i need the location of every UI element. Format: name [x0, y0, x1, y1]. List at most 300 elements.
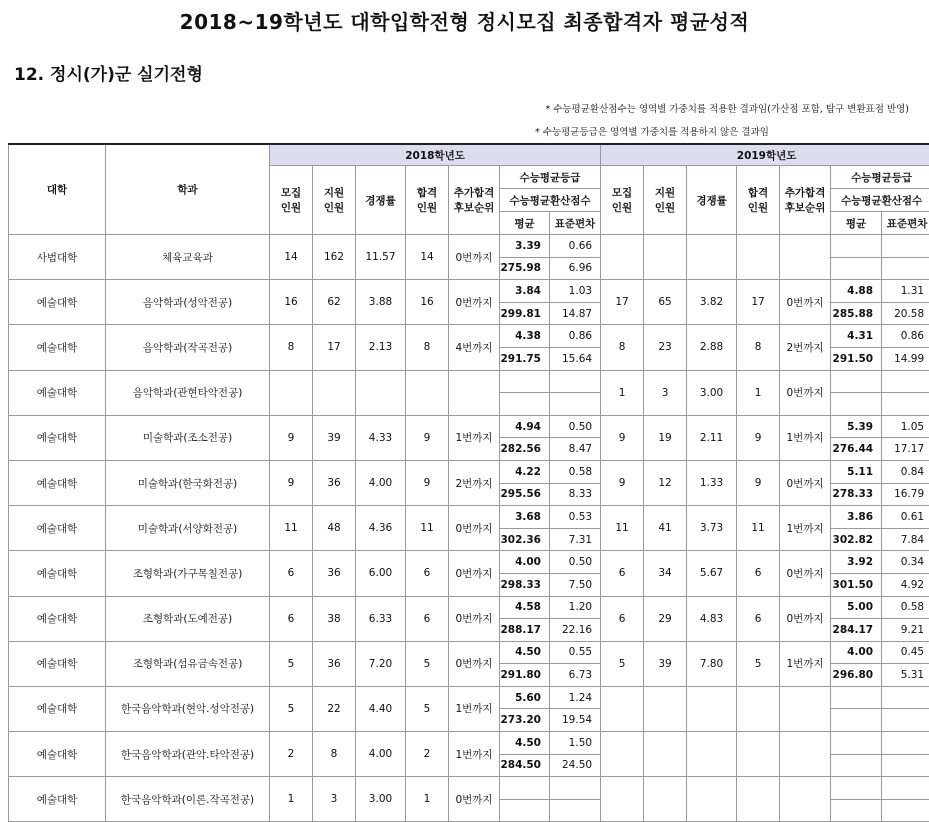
waitlist-cell [780, 777, 831, 822]
grade-mean-cell [831, 235, 882, 258]
university-cell: 예술대학 [9, 460, 106, 505]
department-cell: 한국음악학과(관악.타악전공) [106, 732, 270, 777]
quota-cell: 1 [270, 777, 313, 822]
quota-cell [601, 235, 644, 280]
applicants-cell: 65 [644, 280, 687, 325]
applicants-cell: 62 [313, 280, 356, 325]
quota-cell [270, 370, 313, 415]
score-std-cell: 16.79 [882, 483, 929, 506]
grade-std-cell: 0.84 [882, 460, 929, 483]
grade-std-cell: 0.50 [550, 551, 601, 574]
competition-cell: 4.83 [687, 596, 737, 641]
applicants-cell: 22 [313, 686, 356, 731]
department-cell: 미술학과(조소전공) [106, 415, 270, 460]
waitlist-cell: 2번까지 [780, 325, 831, 370]
grade-mean-cell: 3.92 [831, 551, 882, 574]
score-std-cell [882, 257, 929, 280]
score-mean-cell: 276.44 [831, 438, 882, 461]
grade-mean-cell [500, 370, 550, 393]
grade-mean-cell [831, 370, 882, 393]
col-applicants-2019: 지원 인원 [644, 166, 687, 235]
col-std-2018: 표준편차 [550, 212, 601, 235]
university-cell: 예술대학 [9, 506, 106, 551]
competition-cell [356, 370, 406, 415]
admitted-cell: 5 [406, 641, 449, 686]
quota-cell: 17 [601, 280, 644, 325]
applicants-cell: 3 [313, 777, 356, 822]
score-std-cell: 9.21 [882, 619, 929, 642]
year-2018-header: 2018학년도 [270, 144, 601, 166]
waitlist-cell: 0번까지 [780, 370, 831, 415]
waitlist-cell: 1번까지 [780, 415, 831, 460]
admitted-cell: 16 [406, 280, 449, 325]
col-mean-2018: 평균 [500, 212, 550, 235]
grade-mean-cell: 4.58 [500, 596, 550, 619]
waitlist-cell: 0번까지 [449, 280, 500, 325]
competition-cell [687, 686, 737, 731]
university-cell: 예술대학 [9, 415, 106, 460]
waitlist-cell: 1번까지 [449, 415, 500, 460]
applicants-cell: 36 [313, 551, 356, 596]
grade-mean-cell [831, 732, 882, 755]
col-score-2019: 수능평균환산점수 [831, 189, 929, 212]
applicants-cell: 162 [313, 235, 356, 280]
col-applicants-2018: 지원 인원 [313, 166, 356, 235]
grade-mean-cell: 4.94 [500, 415, 550, 438]
score-mean-cell: 298.33 [500, 573, 550, 596]
grade-std-cell: 0.45 [882, 641, 929, 664]
quota-cell: 5 [601, 641, 644, 686]
department-cell: 체육교육과 [106, 235, 270, 280]
grade-mean-cell: 3.84 [500, 280, 550, 303]
score-std-cell: 17.17 [882, 438, 929, 461]
score-mean-cell: 275.98 [500, 257, 550, 280]
col-competition-2018: 경쟁률 [356, 166, 406, 235]
col-quota-2019: 모집 인원 [601, 166, 644, 235]
department-cell: 한국음악학과(현악.성악전공) [106, 686, 270, 731]
admitted-cell [737, 235, 780, 280]
score-mean-cell: 278.33 [831, 483, 882, 506]
waitlist-cell: 1번까지 [449, 732, 500, 777]
footnote-score: * 수능평균환산점수는 영역별 가중치를 적용한 결과임(가산점 포함, 탐구 변환표점 반영) [545, 104, 909, 115]
competition-cell: 5.67 [687, 551, 737, 596]
department-cell: 음악학과(관현타악전공) [106, 370, 270, 415]
grade-std-cell: 1.20 [550, 596, 601, 619]
competition-cell: 2.13 [356, 325, 406, 370]
section-heading: 12. 정시(가)군 실기전형 [14, 65, 203, 85]
admitted-cell: 9 [406, 415, 449, 460]
quota-cell: 8 [270, 325, 313, 370]
department-cell: 미술학과(서양화전공) [106, 506, 270, 551]
department-cell: 음악학과(작곡전공) [106, 325, 270, 370]
score-mean-cell: 282.56 [500, 438, 550, 461]
applicants-cell [644, 777, 687, 822]
col-grade-2019: 수능평균등급 [831, 166, 929, 189]
grade-std-cell: 0.61 [882, 506, 929, 529]
waitlist-cell: 0번까지 [780, 551, 831, 596]
grade-mean-cell: 5.00 [831, 596, 882, 619]
admitted-cell: 5 [737, 641, 780, 686]
grade-mean-cell: 5.39 [831, 415, 882, 438]
score-mean-cell: 284.17 [831, 619, 882, 642]
score-std-cell: 14.87 [550, 302, 601, 325]
score-std-cell: 24.50 [550, 754, 601, 777]
quota-cell: 6 [601, 551, 644, 596]
score-std-cell: 19.54 [550, 709, 601, 732]
waitlist-cell: 1번까지 [780, 506, 831, 551]
quota-cell: 6 [270, 596, 313, 641]
grade-mean-cell: 4.50 [500, 641, 550, 664]
grade-std-cell: 1.24 [550, 686, 601, 709]
admitted-cell: 8 [406, 325, 449, 370]
admissions-table [8, 143, 929, 822]
grade-std-cell: 0.50 [550, 415, 601, 438]
table-row [9, 777, 929, 800]
university-cell: 예술대학 [9, 686, 106, 731]
university-cell: 예술대학 [9, 370, 106, 415]
score-std-cell [882, 754, 929, 777]
table-row [9, 641, 929, 664]
grade-mean-cell: 4.88 [831, 280, 882, 303]
grade-std-cell [550, 777, 601, 800]
department-cell: 한국음악학과(이론.작곡전공) [106, 777, 270, 822]
score-std-cell: 7.50 [550, 573, 601, 596]
admitted-cell: 6 [737, 596, 780, 641]
applicants-cell [644, 235, 687, 280]
competition-cell: 3.00 [356, 777, 406, 822]
score-mean-cell: 291.80 [500, 664, 550, 687]
competition-cell [687, 235, 737, 280]
applicants-cell: 3 [644, 370, 687, 415]
col-waitlist-2019: 추가합격 후보순위 [780, 166, 831, 235]
grade-mean-cell: 3.68 [500, 506, 550, 529]
competition-cell: 6.33 [356, 596, 406, 641]
grade-std-cell: 0.86 [550, 325, 601, 348]
col-admitted-2018: 합격 인원 [406, 166, 449, 235]
admitted-cell: 6 [406, 596, 449, 641]
grade-mean-cell: 4.00 [831, 641, 882, 664]
waitlist-cell: 0번까지 [449, 235, 500, 280]
score-mean-cell [831, 754, 882, 777]
applicants-cell: 39 [644, 641, 687, 686]
grade-std-cell [882, 370, 929, 393]
col-grade-2018: 수능평균등급 [500, 166, 601, 189]
quota-cell: 2 [270, 732, 313, 777]
waitlist-cell [780, 732, 831, 777]
grade-std-cell: 1.03 [550, 280, 601, 303]
admitted-cell: 11 [737, 506, 780, 551]
applicants-cell: 36 [313, 460, 356, 505]
score-mean-cell: 291.75 [500, 347, 550, 370]
col-competition-2019: 경쟁률 [687, 166, 737, 235]
table-row [9, 370, 929, 393]
admitted-cell: 14 [406, 235, 449, 280]
applicants-cell [644, 686, 687, 731]
applicants-cell: 8 [313, 732, 356, 777]
grade-std-cell: 0.53 [550, 506, 601, 529]
score-mean-cell [500, 393, 550, 416]
table-row [9, 280, 929, 303]
competition-cell: 2.88 [687, 325, 737, 370]
university-cell: 예술대학 [9, 596, 106, 641]
col-admitted-2019: 합격 인원 [737, 166, 780, 235]
grade-std-cell [882, 686, 929, 709]
competition-cell: 11.57 [356, 235, 406, 280]
grade-std-cell: 0.58 [550, 460, 601, 483]
grade-mean-cell: 4.38 [500, 325, 550, 348]
quota-cell [601, 686, 644, 731]
admitted-cell: 5 [406, 686, 449, 731]
score-std-cell: 22.16 [550, 619, 601, 642]
score-std-cell: 7.84 [882, 528, 929, 551]
score-mean-cell: 301.50 [831, 573, 882, 596]
admitted-cell: 9 [406, 460, 449, 505]
admitted-cell: 6 [406, 551, 449, 596]
score-mean-cell [831, 257, 882, 280]
applicants-cell: 29 [644, 596, 687, 641]
table-body [9, 235, 929, 822]
col-mean-2019: 평균 [831, 212, 882, 235]
score-mean-cell [831, 393, 882, 416]
waitlist-cell: 2번까지 [449, 460, 500, 505]
admitted-cell: 1 [406, 777, 449, 822]
score-mean-cell: 291.50 [831, 347, 882, 370]
admitted-cell: 1 [737, 370, 780, 415]
university-cell: 예술대학 [9, 732, 106, 777]
col-std-2019: 표준편차 [882, 212, 929, 235]
waitlist-cell: 0번까지 [780, 280, 831, 325]
score-std-cell: 5.31 [882, 664, 929, 687]
grade-std-cell: 0.66 [550, 235, 601, 258]
competition-cell: 3.73 [687, 506, 737, 551]
grade-std-cell: 1.31 [882, 280, 929, 303]
department-cell: 음악학과(성악전공) [106, 280, 270, 325]
table-row [9, 415, 929, 438]
score-std-cell [882, 393, 929, 416]
quota-cell [601, 777, 644, 822]
quota-cell: 16 [270, 280, 313, 325]
quota-cell: 9 [601, 415, 644, 460]
waitlist-cell: 0번까지 [449, 551, 500, 596]
quota-cell: 5 [270, 641, 313, 686]
score-std-cell [882, 709, 929, 732]
score-mean-cell: 296.80 [831, 664, 882, 687]
waitlist-cell: 4번까지 [449, 325, 500, 370]
quota-cell: 11 [270, 506, 313, 551]
col-university: 대학 [9, 144, 106, 235]
grade-std-cell: 0.86 [882, 325, 929, 348]
applicants-cell: 41 [644, 506, 687, 551]
competition-cell: 3.82 [687, 280, 737, 325]
score-mean-cell: 273.20 [500, 709, 550, 732]
table-row [9, 506, 929, 529]
table-row [9, 460, 929, 483]
quota-cell: 6 [601, 596, 644, 641]
competition-cell: 2.11 [687, 415, 737, 460]
score-std-cell [882, 799, 929, 822]
competition-cell: 4.36 [356, 506, 406, 551]
col-quota-2018: 모집 인원 [270, 166, 313, 235]
admitted-cell: 8 [737, 325, 780, 370]
grade-mean-cell: 3.86 [831, 506, 882, 529]
university-cell: 사범대학 [9, 235, 106, 280]
grade-std-cell: 1.50 [550, 732, 601, 755]
applicants-cell: 39 [313, 415, 356, 460]
waitlist-cell: 0번까지 [449, 777, 500, 822]
table-row [9, 235, 929, 258]
score-std-cell [550, 799, 601, 822]
grade-std-cell [882, 235, 929, 258]
waitlist-cell [780, 686, 831, 731]
competition-cell: 1.33 [687, 460, 737, 505]
grade-mean-cell: 5.11 [831, 460, 882, 483]
applicants-cell [313, 370, 356, 415]
admitted-cell [737, 732, 780, 777]
waitlist-cell: 0번까지 [449, 596, 500, 641]
grade-std-cell: 0.55 [550, 641, 601, 664]
table-row [9, 732, 929, 755]
competition-cell: 7.80 [687, 641, 737, 686]
score-mean-cell: 288.17 [500, 619, 550, 642]
quota-cell: 1 [601, 370, 644, 415]
score-std-cell [550, 393, 601, 416]
waitlist-cell: 0번까지 [780, 596, 831, 641]
admitted-cell [737, 686, 780, 731]
admitted-cell: 9 [737, 460, 780, 505]
competition-cell [687, 777, 737, 822]
waitlist-cell [780, 235, 831, 280]
university-cell: 예술대학 [9, 777, 106, 822]
table-row [9, 596, 929, 619]
grade-std-cell [882, 777, 929, 800]
grade-std-cell [882, 732, 929, 755]
waitlist-cell [449, 370, 500, 415]
university-cell: 예술대학 [9, 325, 106, 370]
footnote-grade: * 수능평균등급은 영역별 가중치를 적용하지 않은 결과임 [535, 127, 769, 138]
quota-cell: 11 [601, 506, 644, 551]
waitlist-cell: 0번까지 [449, 641, 500, 686]
competition-cell: 4.33 [356, 415, 406, 460]
year-2019-header: 2019학년도 [601, 144, 929, 166]
admitted-cell: 2 [406, 732, 449, 777]
score-mean-cell: 302.36 [500, 528, 550, 551]
quota-cell: 9 [601, 460, 644, 505]
admitted-cell [406, 370, 449, 415]
applicants-cell: 12 [644, 460, 687, 505]
grade-std-cell: 0.58 [882, 596, 929, 619]
score-std-cell: 6.73 [550, 664, 601, 687]
admitted-cell: 11 [406, 506, 449, 551]
applicants-cell: 38 [313, 596, 356, 641]
grade-mean-cell: 4.50 [500, 732, 550, 755]
competition-cell [687, 732, 737, 777]
competition-cell: 4.40 [356, 686, 406, 731]
score-mean-cell: 302.82 [831, 528, 882, 551]
table-row [9, 551, 929, 574]
grade-std-cell [550, 370, 601, 393]
score-mean-cell: 285.88 [831, 302, 882, 325]
col-waitlist-2018: 추가합격 후보순위 [449, 166, 500, 235]
applicants-cell: 23 [644, 325, 687, 370]
grade-mean-cell [500, 777, 550, 800]
grade-mean-cell: 3.39 [500, 235, 550, 258]
university-cell: 예술대학 [9, 551, 106, 596]
applicants-cell [644, 732, 687, 777]
competition-cell: 3.88 [356, 280, 406, 325]
admitted-cell [737, 777, 780, 822]
score-mean-cell [500, 799, 550, 822]
department-cell: 미술학과(한국화전공) [106, 460, 270, 505]
grade-std-cell: 0.34 [882, 551, 929, 574]
score-std-cell: 15.64 [550, 347, 601, 370]
score-mean-cell: 284.50 [500, 754, 550, 777]
col-score-2018: 수능평균환산점수 [500, 189, 601, 212]
score-std-cell: 7.31 [550, 528, 601, 551]
waitlist-cell: 0번까지 [780, 460, 831, 505]
admitted-cell: 6 [737, 551, 780, 596]
competition-cell: 4.00 [356, 732, 406, 777]
department-cell: 조형학과(도예전공) [106, 596, 270, 641]
waitlist-cell: 0번까지 [449, 506, 500, 551]
grade-mean-cell: 4.00 [500, 551, 550, 574]
score-std-cell: 20.58 [882, 302, 929, 325]
quota-cell: 6 [270, 551, 313, 596]
grade-mean-cell [831, 777, 882, 800]
waitlist-cell: 1번까지 [780, 641, 831, 686]
page-title: 2018~19학년도 대학입학전형 정시모집 최종합격자 평균성적 [179, 10, 750, 34]
quota-cell: 5 [270, 686, 313, 731]
grade-mean-cell: 4.31 [831, 325, 882, 348]
competition-cell: 6.00 [356, 551, 406, 596]
score-mean-cell: 299.81 [500, 302, 550, 325]
score-std-cell: 8.47 [550, 438, 601, 461]
applicants-cell: 17 [313, 325, 356, 370]
grade-mean-cell [831, 686, 882, 709]
grade-mean-cell: 4.22 [500, 460, 550, 483]
grade-std-cell: 1.05 [882, 415, 929, 438]
quota-cell: 9 [270, 460, 313, 505]
applicants-cell: 34 [644, 551, 687, 596]
admitted-cell: 17 [737, 280, 780, 325]
score-std-cell: 14.99 [882, 347, 929, 370]
quota-cell: 8 [601, 325, 644, 370]
applicants-cell: 36 [313, 641, 356, 686]
university-cell: 예술대학 [9, 280, 106, 325]
table-row [9, 325, 929, 348]
score-mean-cell [831, 799, 882, 822]
score-std-cell: 6.96 [550, 257, 601, 280]
grade-mean-cell: 5.60 [500, 686, 550, 709]
university-cell: 예술대학 [9, 641, 106, 686]
score-std-cell: 4.92 [882, 573, 929, 596]
admitted-cell: 9 [737, 415, 780, 460]
department-cell: 조형학과(가구목칠전공) [106, 551, 270, 596]
quota-cell: 9 [270, 415, 313, 460]
applicants-cell: 19 [644, 415, 687, 460]
department-cell: 조형학과(섬유금속전공) [106, 641, 270, 686]
quota-cell: 14 [270, 235, 313, 280]
waitlist-cell: 1번까지 [449, 686, 500, 731]
table-row [9, 686, 929, 709]
quota-cell [601, 732, 644, 777]
competition-cell: 4.00 [356, 460, 406, 505]
applicants-cell: 48 [313, 506, 356, 551]
score-mean-cell [831, 709, 882, 732]
score-mean-cell: 295.56 [500, 483, 550, 506]
score-std-cell: 8.33 [550, 483, 601, 506]
competition-cell: 7.20 [356, 641, 406, 686]
competition-cell: 3.00 [687, 370, 737, 415]
